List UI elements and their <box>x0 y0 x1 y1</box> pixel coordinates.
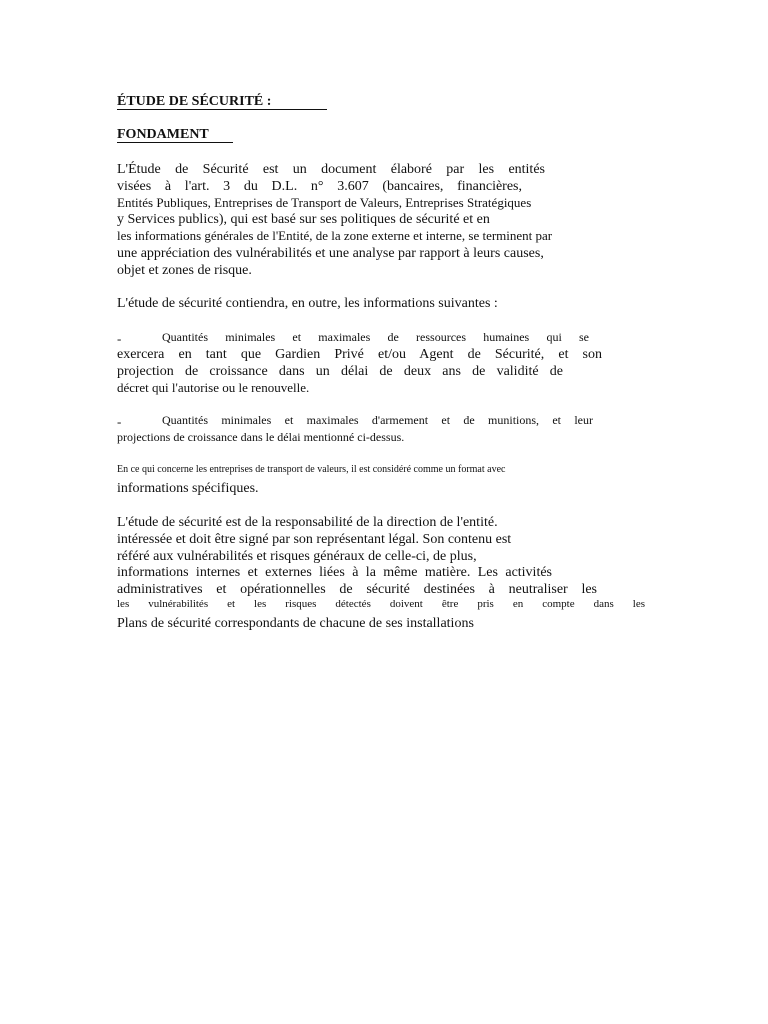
para1-line: y Services publics), qui est basé sur ses politiques de sécurité et en <box>117 212 490 227</box>
bullet1-line: projection de croissance dans un délai de deux ans de validité de <box>117 364 563 379</box>
bullet-marker: - <box>117 414 122 429</box>
para3-line: informations spécifiques. <box>117 481 259 496</box>
para3-line: En ce qui concerne les entreprises de transport de valeurs, il est considéré comme un format avec <box>117 464 506 475</box>
section-heading: FONDAMENT <box>117 127 209 142</box>
para4-line: L'étude de sécurité est de la responsabilité de la direction de l'entité. <box>117 515 498 530</box>
para2: L'étude de sécurité contiendra, en outre, les informations suivantes : <box>117 296 498 311</box>
section-heading-underline <box>117 142 233 143</box>
para1-line: Entités Publiques, Entreprises de Transport de Valeurs, Entreprises Stratégiques <box>117 195 532 210</box>
document-title: ÉTUDE DE SÉCURITÉ : <box>117 94 272 109</box>
title-underline <box>117 109 327 110</box>
bullet1-line: exercera en tant que Gardien Privé et/ou Agent de Sécurité, et son <box>117 347 602 362</box>
bullet1-line: décret qui l'autorise ou le renouvelle. <box>117 380 310 395</box>
bullet2-line: Quantités minimales et maximales d'armement et de munitions, et leur <box>162 413 593 427</box>
bullet1-line: Quantités minimales et maximales de ressources humaines qui se <box>162 330 589 344</box>
para1-line: objet et zones de risque. <box>117 263 252 278</box>
para4-line: administratives et opérationnelles de sécurité destinées à neutraliser les <box>117 582 597 597</box>
para1-line: visées à l'art. 3 du D.L. n° 3.607 (bancaires, financières, <box>117 179 522 194</box>
para1-line: les informations générales de l'Entité, de la zone externe et interne, se terminent par <box>117 228 553 243</box>
para4-line: intéressée et doit être signé par son représentant légal. Son contenu est <box>117 532 512 547</box>
para4-line: référé aux vulnérabilités et risques généraux de celle-ci, de plus, <box>117 549 477 564</box>
bullet-marker: - <box>117 331 122 346</box>
para4-line: Plans de sécurité correspondants de chacune de ses installations <box>117 616 474 631</box>
para1-line: une appréciation des vulnérabilités et une analyse par rapport à leurs causes, <box>117 246 544 261</box>
bullet2-line: projections de croissance dans le délai mentionné ci-dessus. <box>117 430 405 444</box>
para4-line: informations internes et externes liées à la même matière. Les activités <box>117 565 552 580</box>
para4-line: les vulnérabilités et les risques détectés doivent être pris en compte dans les <box>117 598 645 610</box>
para1-line: L'Étude de Sécurité est un document élaboré par les entités <box>117 162 545 177</box>
